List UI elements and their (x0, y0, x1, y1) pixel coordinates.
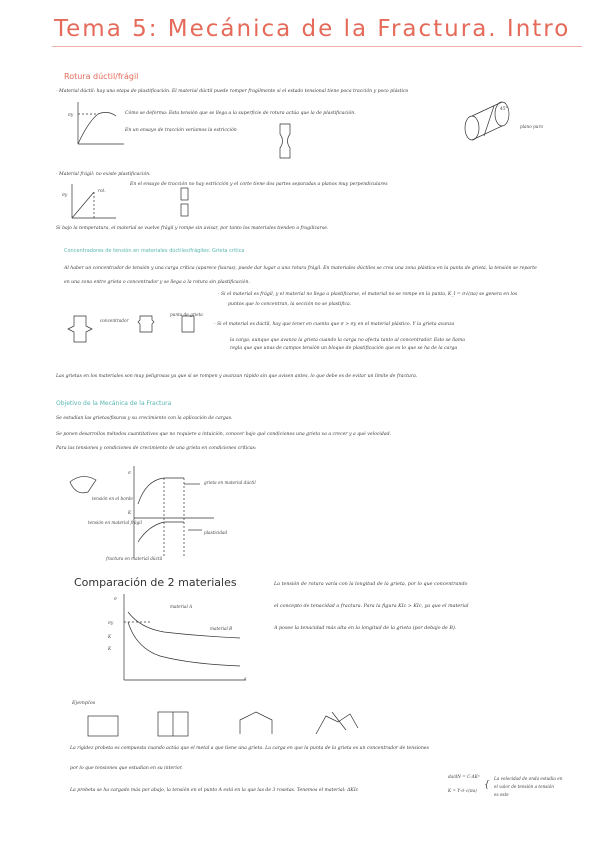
text-line: - Material frágil: no existe plastificación. (56, 172, 151, 177)
text-line: en una zona entre grieta o concentrador y se llega a la rotura sin plastificación. (64, 280, 250, 285)
brace: { (484, 780, 490, 790)
fracture-objective-graph (64, 460, 264, 570)
label-fragile: tensión en material frágil (88, 520, 142, 525)
label-ductile-curve: grieta en material dúctil (204, 480, 256, 485)
side-note-line: es este (494, 792, 509, 797)
text-line: Para las tensiones y condiciones de crecimiento de una grieta en condiciones críticas: (56, 446, 257, 451)
shear-cylinder-icon (462, 100, 522, 142)
text-line: A posee la tenacidad más alta en la longitud de la grieta (por debajo de B). (274, 626, 457, 631)
side-note-line: el valor de tensión a tensión (494, 784, 554, 789)
page-title: Tema 5: Mecánica de la Fractura. Intro (54, 16, 571, 42)
heading-examples: Ejemplos (72, 700, 96, 706)
title-underline (52, 46, 582, 47)
text-line: Las grietas en los materiales son muy peligrosas ya que si se rompen y avanzan rápido sin que avisen antes, lo que debe es de evitar un límite de fractura. (56, 374, 418, 379)
label-tension-edge: tensión en el borde (92, 496, 133, 501)
label-rot: rot. (98, 188, 106, 193)
text-line: - Si el material es dúctil, hay que tener en cuenta que σ > σy en el material plástico. Y la grieta avanza (214, 322, 455, 327)
text-line: el concepto de tenacidad a fractura. Para la figura KIc > KIc, ya que el material (274, 604, 469, 609)
label-k2: K (108, 646, 112, 651)
examples-diagrams (70, 706, 370, 742)
text-line: Se estudian las grietas/fisuras y su crecimiento con la aplicación de cargas. (56, 416, 233, 421)
label-x-axis: a (244, 676, 247, 681)
text-line: En un ensayo de tracción veríamos la estricción (125, 128, 237, 133)
text-line: Si bajo la temperatura, el material se vuelve frágil y rompe sin avisar, por tanto los materiales tienden a fragilizarse. (56, 226, 329, 231)
text-line: La rigidez probeta es compuesta cuando actúa que el metal a que tiene una grieta. La carga en que la punta de la grieta es un concentrador de tensiones (70, 746, 429, 751)
label-material-b: material B (210, 626, 233, 631)
label-y-axis: σ (114, 596, 117, 601)
label-k1: K (108, 634, 112, 639)
text-line: Cómo se deforma: Esta tensión que se llega a la superficie de rotura actúa que la de plastificación. (125, 111, 356, 116)
text-line: Se ponen desarrollos métodos cuantitativos que no requiere a intuición, conocer bajo qué condiciones una grieta va a crecer y a qué velocidad. (56, 432, 391, 437)
formula-paris: da/dN = C·ΔKᵐ (448, 774, 481, 779)
heading-comparison: Comparación de 2 materiales (74, 576, 237, 589)
label-sy: σy (108, 620, 114, 625)
heading-objective: Objetivo de la Mecánica de la Fractura (56, 400, 172, 407)
label-axis-k: K (128, 510, 132, 515)
label-plastic: plasticidad (204, 530, 228, 535)
label-sy-brittle: σy (62, 192, 68, 197)
text-line: La tensión de rotura varía con la longitud de la grieta, por lo que concentrando (274, 582, 468, 587)
text-line: Al haber un concentrador de tensión y una carga crítica (aparece fisuras), puede dar lugar a una rotura frágil. En materiales dúctiles se crea una zona plástica en la punta de grieta, la tensión se reparte (64, 266, 537, 271)
text-line: En el ensayo de tracción no hay estricción y el corte tiene dos partes separadas a planos muy perpendiculares (130, 182, 388, 187)
text-line: puntos que lo concentran, la sección no se plastifica. (228, 302, 352, 307)
text-line: la carga, aunque que avanza la grieta cuando la carga no afecta tanto al concentrador. Esto se llama (230, 338, 465, 343)
side-note-line: La velocidad de onda estudia en (494, 776, 563, 781)
text-line: por lo que tensiones que estudian en su interior. (70, 766, 183, 771)
text-line: - Si el material es frágil, y el material no llega a plastificarse, el material no se rompe en la punta, K_I = σ√(πa) se genera en los (218, 292, 518, 297)
text-line: - Material dúctil: hay una etapa de plastificación. El material dúctil puede romper fragilmente si el estado tensional tiene poca tracción y poco plástico (56, 89, 409, 94)
necked-specimen-icon (278, 124, 294, 158)
label-sy: σy (68, 112, 74, 117)
text-line: regla que que unas de campos tensión un bloque de plastificación que es lo que se ha de la carga (230, 346, 458, 351)
formula-k: K = Y·σ·√(πa) (448, 788, 477, 793)
heading-ductile-brittle: Rotura dúctil/frágil (64, 72, 139, 81)
label-concentrador: concentrador (100, 318, 129, 323)
label-pure-shear: plano puro (520, 124, 543, 129)
brittle-curve-graph (70, 182, 120, 222)
ductile-curve-graph (76, 100, 126, 150)
label-axis-sigma: σ (128, 470, 131, 475)
label-angle: 45° (500, 106, 508, 111)
heading-concentrators: Concentradores de tensión en materiales dúctiles/frágiles: Grieta crítica (64, 248, 245, 254)
label-punta: punta de grieta (170, 312, 203, 317)
label-fracture-ductile: fractura en material dúctil (106, 556, 163, 561)
label-material-a: material A (170, 604, 193, 609)
broken-specimen-icon (180, 188, 190, 218)
text-line: La probeta se ha cargado más por abajo, la tensión en el punto A está en la que las de 3 rosetas. Tenemos el material: ΔKIc (70, 788, 359, 793)
